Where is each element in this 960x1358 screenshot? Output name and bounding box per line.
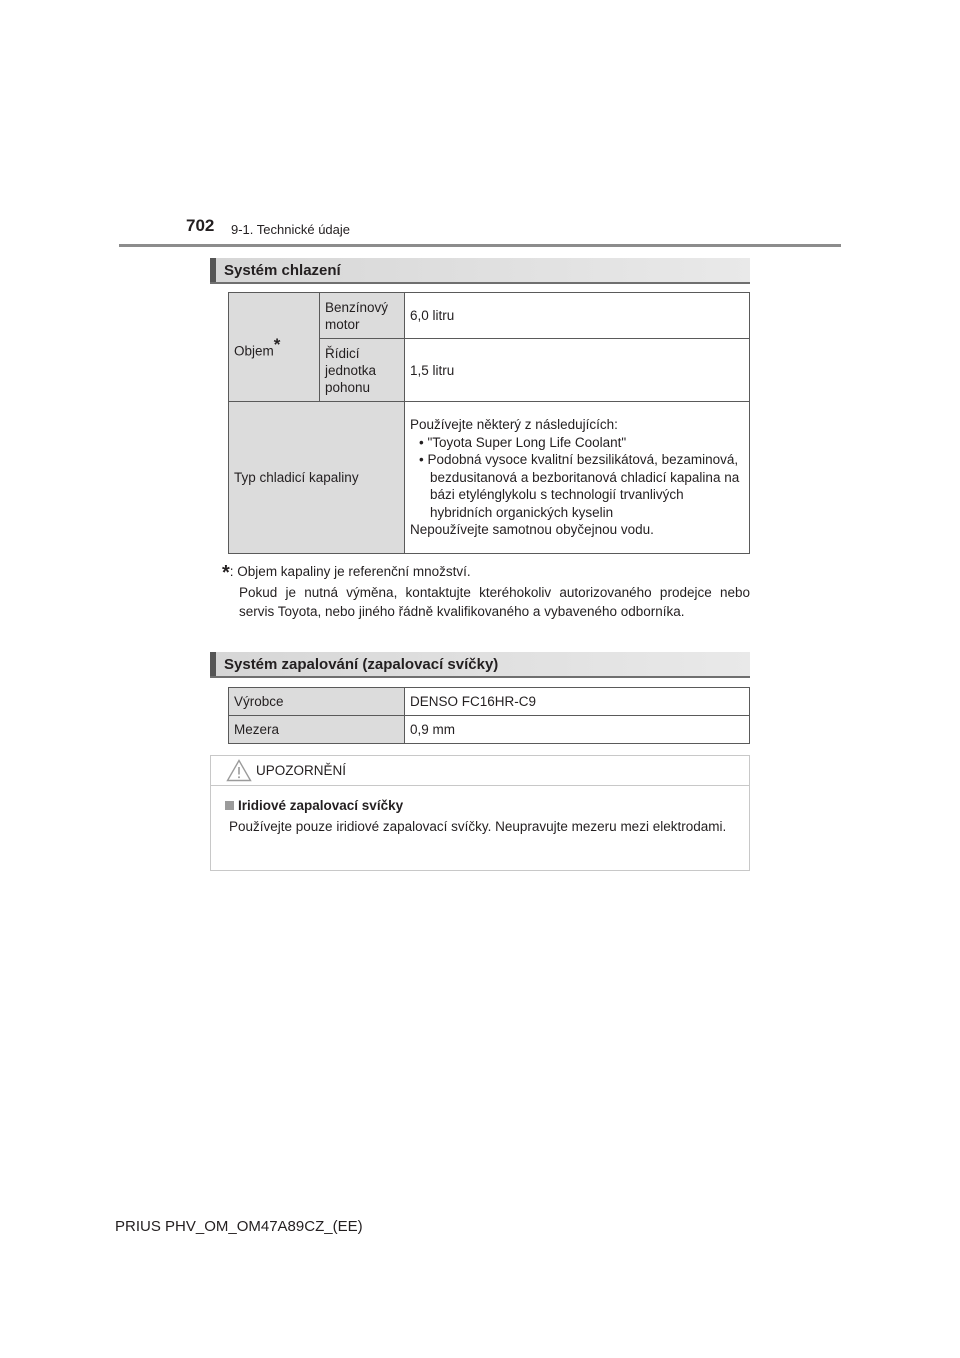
footnote-star: * bbox=[222, 562, 230, 584]
table-row bbox=[229, 716, 750, 744]
footer-code: PRIUS PHV_OM_OM47A89CZ_(EE) bbox=[115, 1218, 363, 1235]
coolant-label: Typ chladicí kapaliny bbox=[234, 470, 359, 485]
value-cell bbox=[405, 293, 750, 339]
caution-title-text: Iridiové zapalovací svíčky bbox=[238, 798, 404, 813]
sub-label-cell bbox=[320, 339, 405, 402]
volume-footnote-marker: * bbox=[273, 335, 281, 355]
footnote bbox=[222, 562, 750, 621]
value-cell bbox=[405, 339, 750, 402]
sub-label-cell bbox=[320, 293, 405, 339]
spec-value: 0,9 mm bbox=[410, 722, 456, 737]
coolant-bullet: • Podobná vysoce kvalitní bezsilikátová, bezaminová, bezdusitanová a bezboritanová chladicí kapalina na bázi etylénglykolu s technologií trvanlivých hybridních organických kyselin bbox=[419, 452, 740, 520]
coolant-intro: Používejte některý z následujících: bbox=[410, 417, 618, 433]
value-text: 1,5 litru bbox=[410, 362, 455, 378]
ignition-table bbox=[228, 687, 750, 744]
warning-triangle-icon bbox=[226, 759, 252, 782]
cooling-table bbox=[228, 292, 750, 554]
caution-box bbox=[210, 755, 750, 871]
footnote-first-line bbox=[222, 562, 750, 583]
spec-label-cell bbox=[229, 688, 405, 716]
coolant-bullet-text: "Toyota Super Long Life Coolant" bbox=[427, 434, 627, 450]
footnote-first-text: : Objem kapaliny je referenční množství. bbox=[229, 564, 471, 579]
heading-bar bbox=[210, 652, 216, 676]
table-row bbox=[229, 293, 750, 339]
section-heading-cooling bbox=[210, 258, 750, 284]
heading-bar bbox=[210, 258, 216, 282]
section-heading-ignition bbox=[210, 652, 750, 678]
page-number: 702 bbox=[186, 216, 215, 235]
caution-text: Používejte pouze iridiové zapalovací svíčky. Neupravujte mezeru mezi elektrodami. bbox=[229, 819, 727, 834]
coolant-value-cell bbox=[405, 402, 750, 554]
spec-value: DENSO FC16HR-C9 bbox=[410, 694, 537, 709]
spec-label: Výrobce bbox=[234, 694, 284, 709]
volume-label-cell bbox=[229, 293, 320, 402]
volume-label: Objem bbox=[234, 343, 274, 359]
caution-label: UPOZORNĚNÍ bbox=[256, 763, 347, 778]
section-heading-text: Systém chlazení bbox=[224, 262, 341, 279]
sub-label: Řídicí jednotka pohonu bbox=[325, 345, 377, 395]
coolant-bullet-text: Podobná vysoce kvalitní bezsilikátová, bezaminová, bezdusitanová a bezboritanová chladicí kapalina na bázi etylénglykolu s technologií trvanlivých hybridních organických kyselin bbox=[427, 452, 740, 520]
spec-label-cell bbox=[229, 716, 405, 744]
running-head: 9-1. Technické údaje bbox=[231, 222, 351, 237]
square-bullet-icon bbox=[225, 801, 234, 810]
coolant-label-cell bbox=[229, 402, 405, 554]
coolant-bullet: • "Toyota Super Long Life Coolant" bbox=[419, 434, 627, 450]
table-row bbox=[229, 688, 750, 716]
coolant-note: Nepoužívejte samotnou obyčejnou vodu. bbox=[410, 522, 654, 538]
footnote-body: Pokud je nutná výměna, kontaktujte kteréhokoliv autorizovaného prodejce nebo servis Toyota, nebo jiného řádně kvalifikovaného a vybaveného odborníka. bbox=[239, 585, 750, 619]
header-rule bbox=[119, 244, 841, 247]
caution-header bbox=[211, 756, 749, 786]
section-heading-text: Systém zapalování (zapalovací svíčky) bbox=[224, 656, 499, 673]
caution-title bbox=[225, 798, 403, 813]
sub-label: Benzínový motor bbox=[325, 299, 389, 332]
spec-value-cell bbox=[405, 688, 750, 716]
value-text: 6,0 litru bbox=[410, 308, 455, 323]
spec-value-cell bbox=[405, 716, 750, 744]
spec-label: Mezera bbox=[234, 722, 280, 737]
table-row bbox=[229, 402, 750, 554]
